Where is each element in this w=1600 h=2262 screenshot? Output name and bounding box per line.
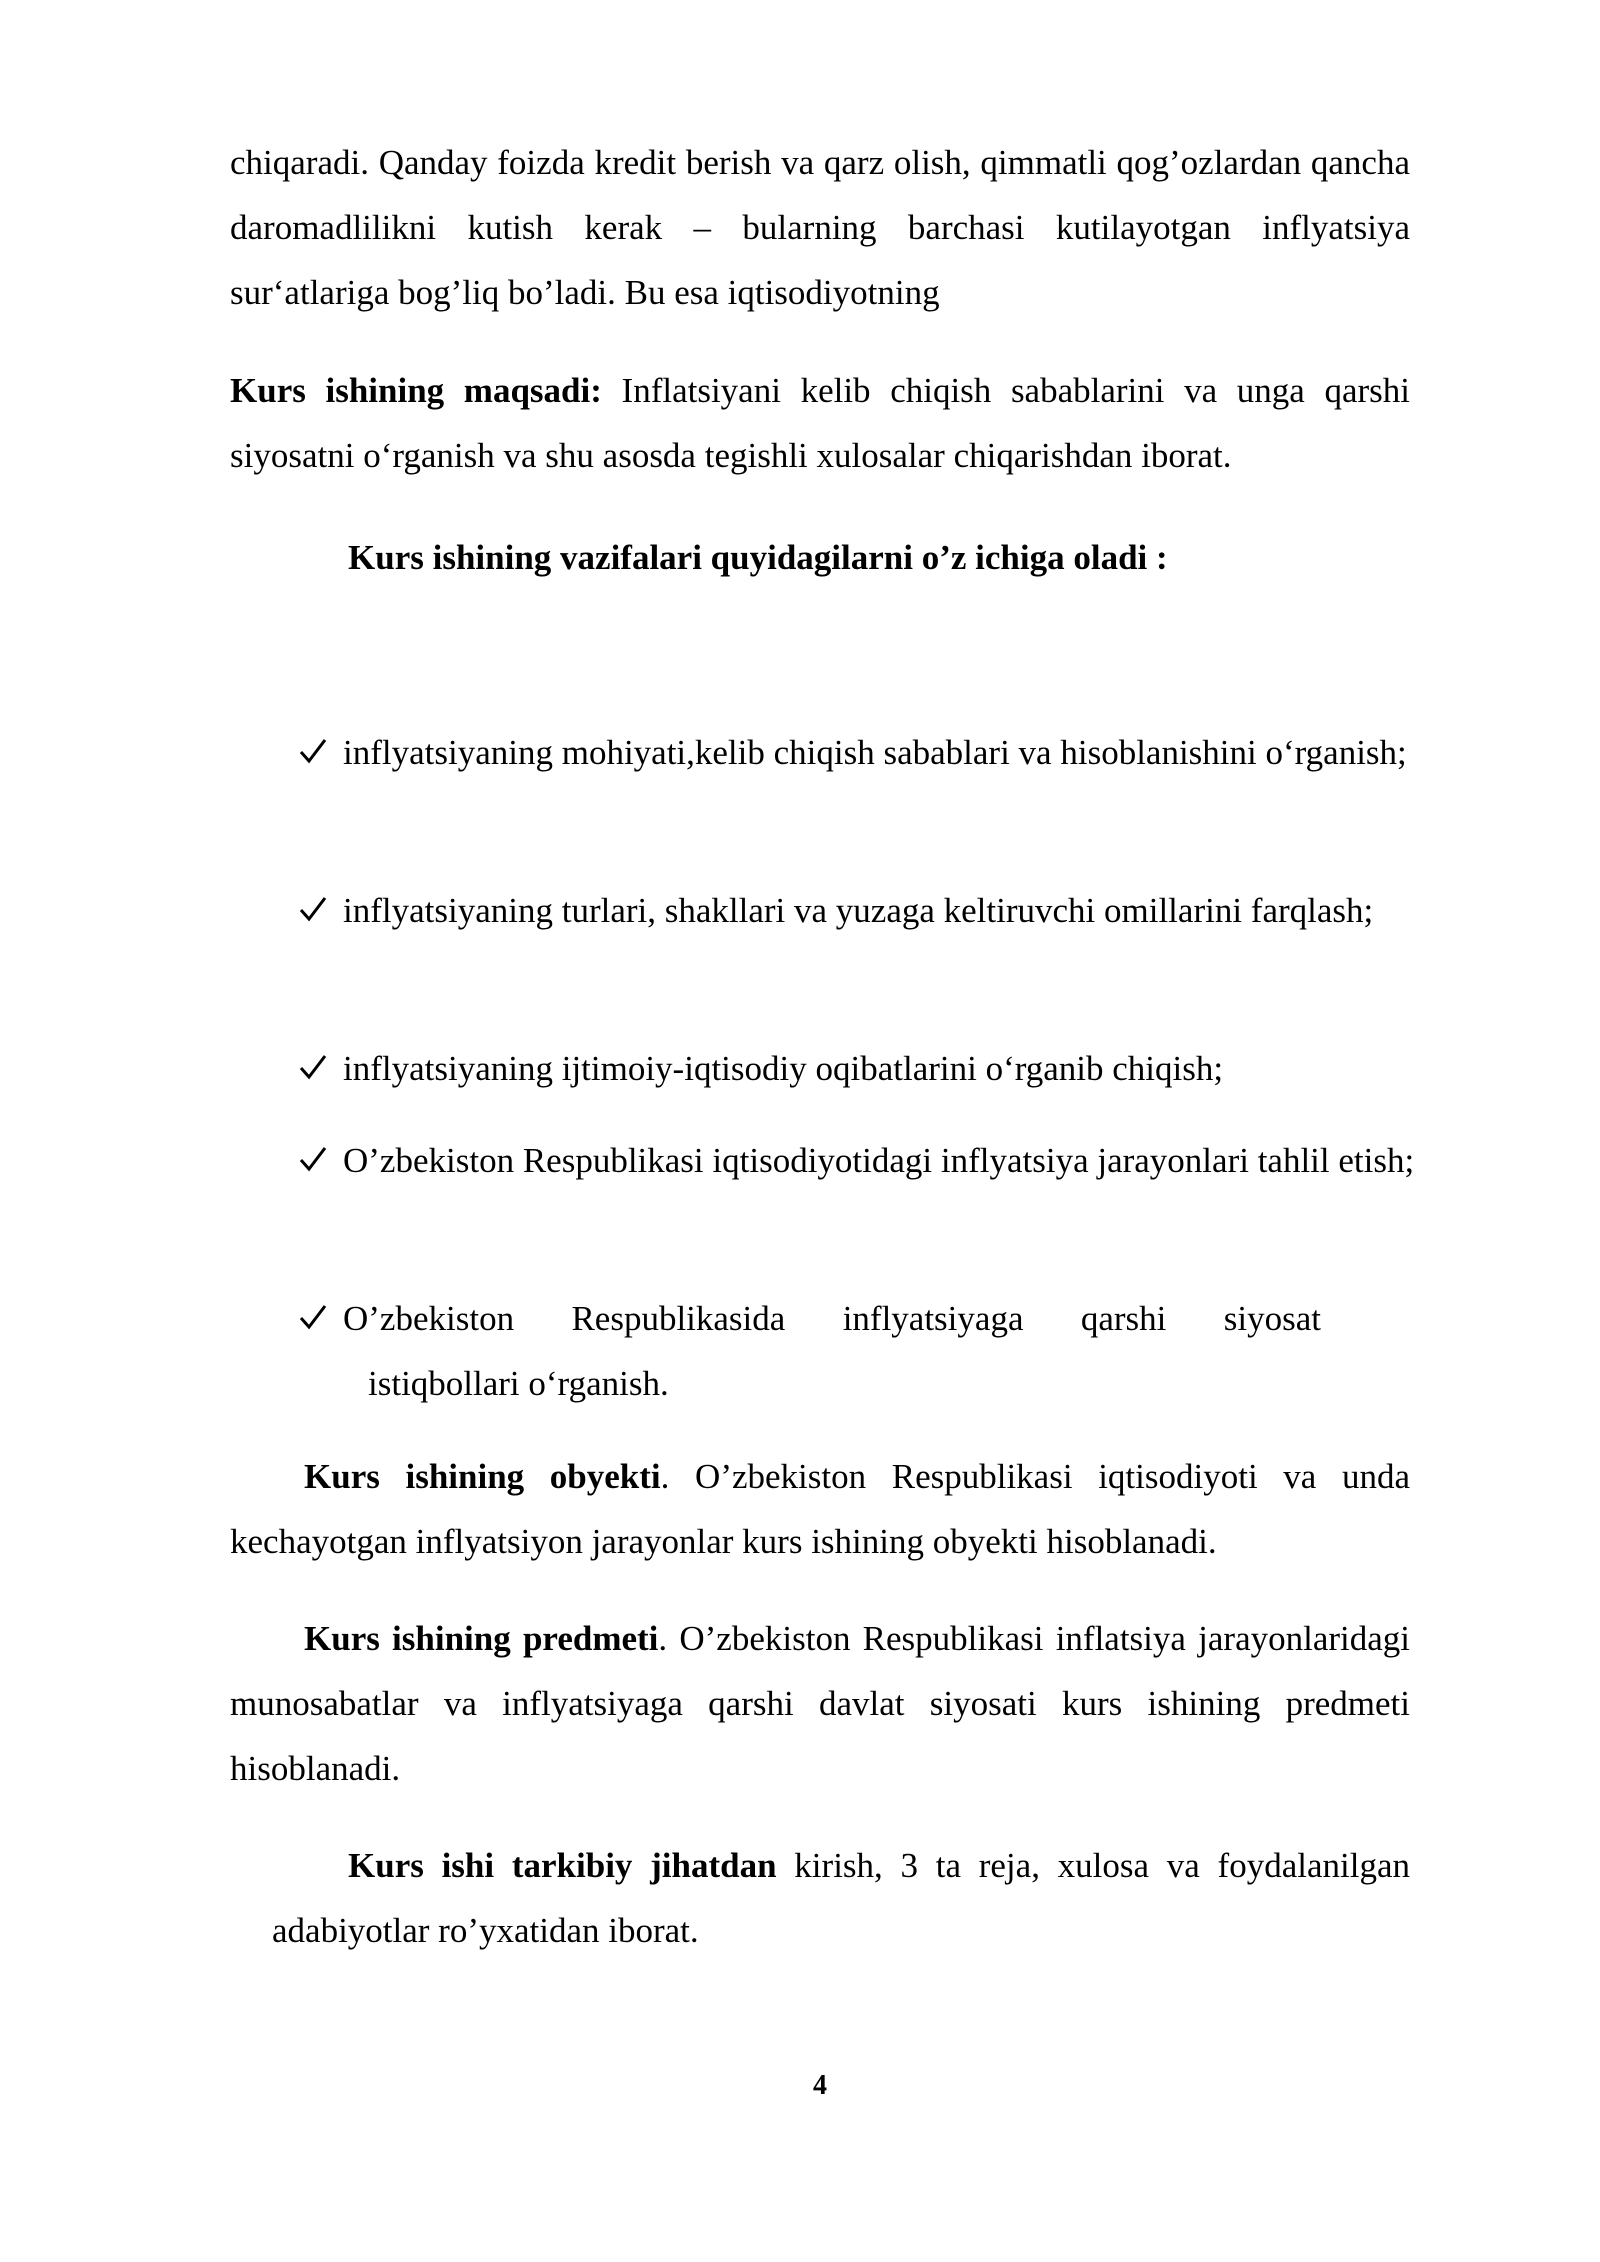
object-text: . O’zbekiston Respublikasi iqtisodiyoti va unda kechayotgan inflyatsiyon jarayonlar kurs ishining obyekti hisoblanadi. <box>230 1457 1410 1561</box>
intro-text: chiqaradi. Qanday foizda kredit berish va qarz olish, qimmatli qog’ozlardan qancha daromadlilikni kutish kerak – bularning barchasi kutilayotgan inflyatsiya sur‘atlariga bog’liq bo’ladi. Bu esa iqtisodiyotning <box>230 143 1410 312</box>
checkmark-icon <box>298 736 328 766</box>
task-text: inflyatsiyaning turlari, shakllari va yuzaga keltiruvchi omillarini farqlash; <box>343 891 1374 930</box>
task-text: inflyatsiyaning ijtimoiy-iqtisodiy oqibatlarini o‘rganib chiqish; <box>343 1049 1224 1088</box>
subject-text: . O’zbekiston Respublikasi inflatsiya jarayonlaridagi munosabatlar va inflyatsiyaga qarshi davlat siyosati kurs ishining predmeti hisoblanadi. <box>230 1619 1410 1788</box>
object-label: Kurs ishining obyekti <box>304 1457 661 1496</box>
checkmark-icon <box>298 1052 328 1082</box>
object-paragraph <box>230 1444 1410 1574</box>
task-text: O’zbekiston Respublikasida inflyatsiyaga qarshi siyosat <box>343 1299 1321 1338</box>
page-number: 4 <box>813 2070 827 2101</box>
task-text-continuation: istiqbollari o‘rganish. <box>368 1364 669 1403</box>
goal-paragraph <box>230 358 1410 488</box>
goal-text: Inflatsiyani kelib chiqish sabablarini va unga qarshi siyosatni o‘rganish va shu asosda tegishli xulosalar chiqarishdan iborat. <box>230 371 1411 475</box>
tasks-heading: Kurs ishining vazifalari quyidagilarni o’z ichiga oladi : <box>348 538 1168 577</box>
checkmark-icon <box>298 1144 328 1174</box>
structure-text: kirish, 3 ta reja, xulosa va foydalanilgan adabiyotlar ro’yxatidan iborat. <box>272 1846 1410 1950</box>
checkmark-icon <box>298 1302 328 1332</box>
checkmark-icon <box>298 894 328 924</box>
structure-paragraph <box>272 1833 1410 1963</box>
goal-label: Kurs ishining maqsadi: <box>230 371 602 410</box>
task-text: O’zbekiston Respublikasi iqtisodiyotidagi inflyatsiya jarayonlari tahlil etish; <box>343 1141 1415 1180</box>
structure-label: Kurs ishi tarkibiy jihatdan <box>348 1846 777 1885</box>
task-text: inflyatsiyaning mohiyati,kelib chiqish sabablari va hisoblanishini o‘rganish; <box>343 733 1407 772</box>
subject-label: Kurs ishining predmeti <box>304 1619 659 1658</box>
intro-paragraph <box>230 130 1410 325</box>
subject-paragraph <box>230 1606 1410 1801</box>
